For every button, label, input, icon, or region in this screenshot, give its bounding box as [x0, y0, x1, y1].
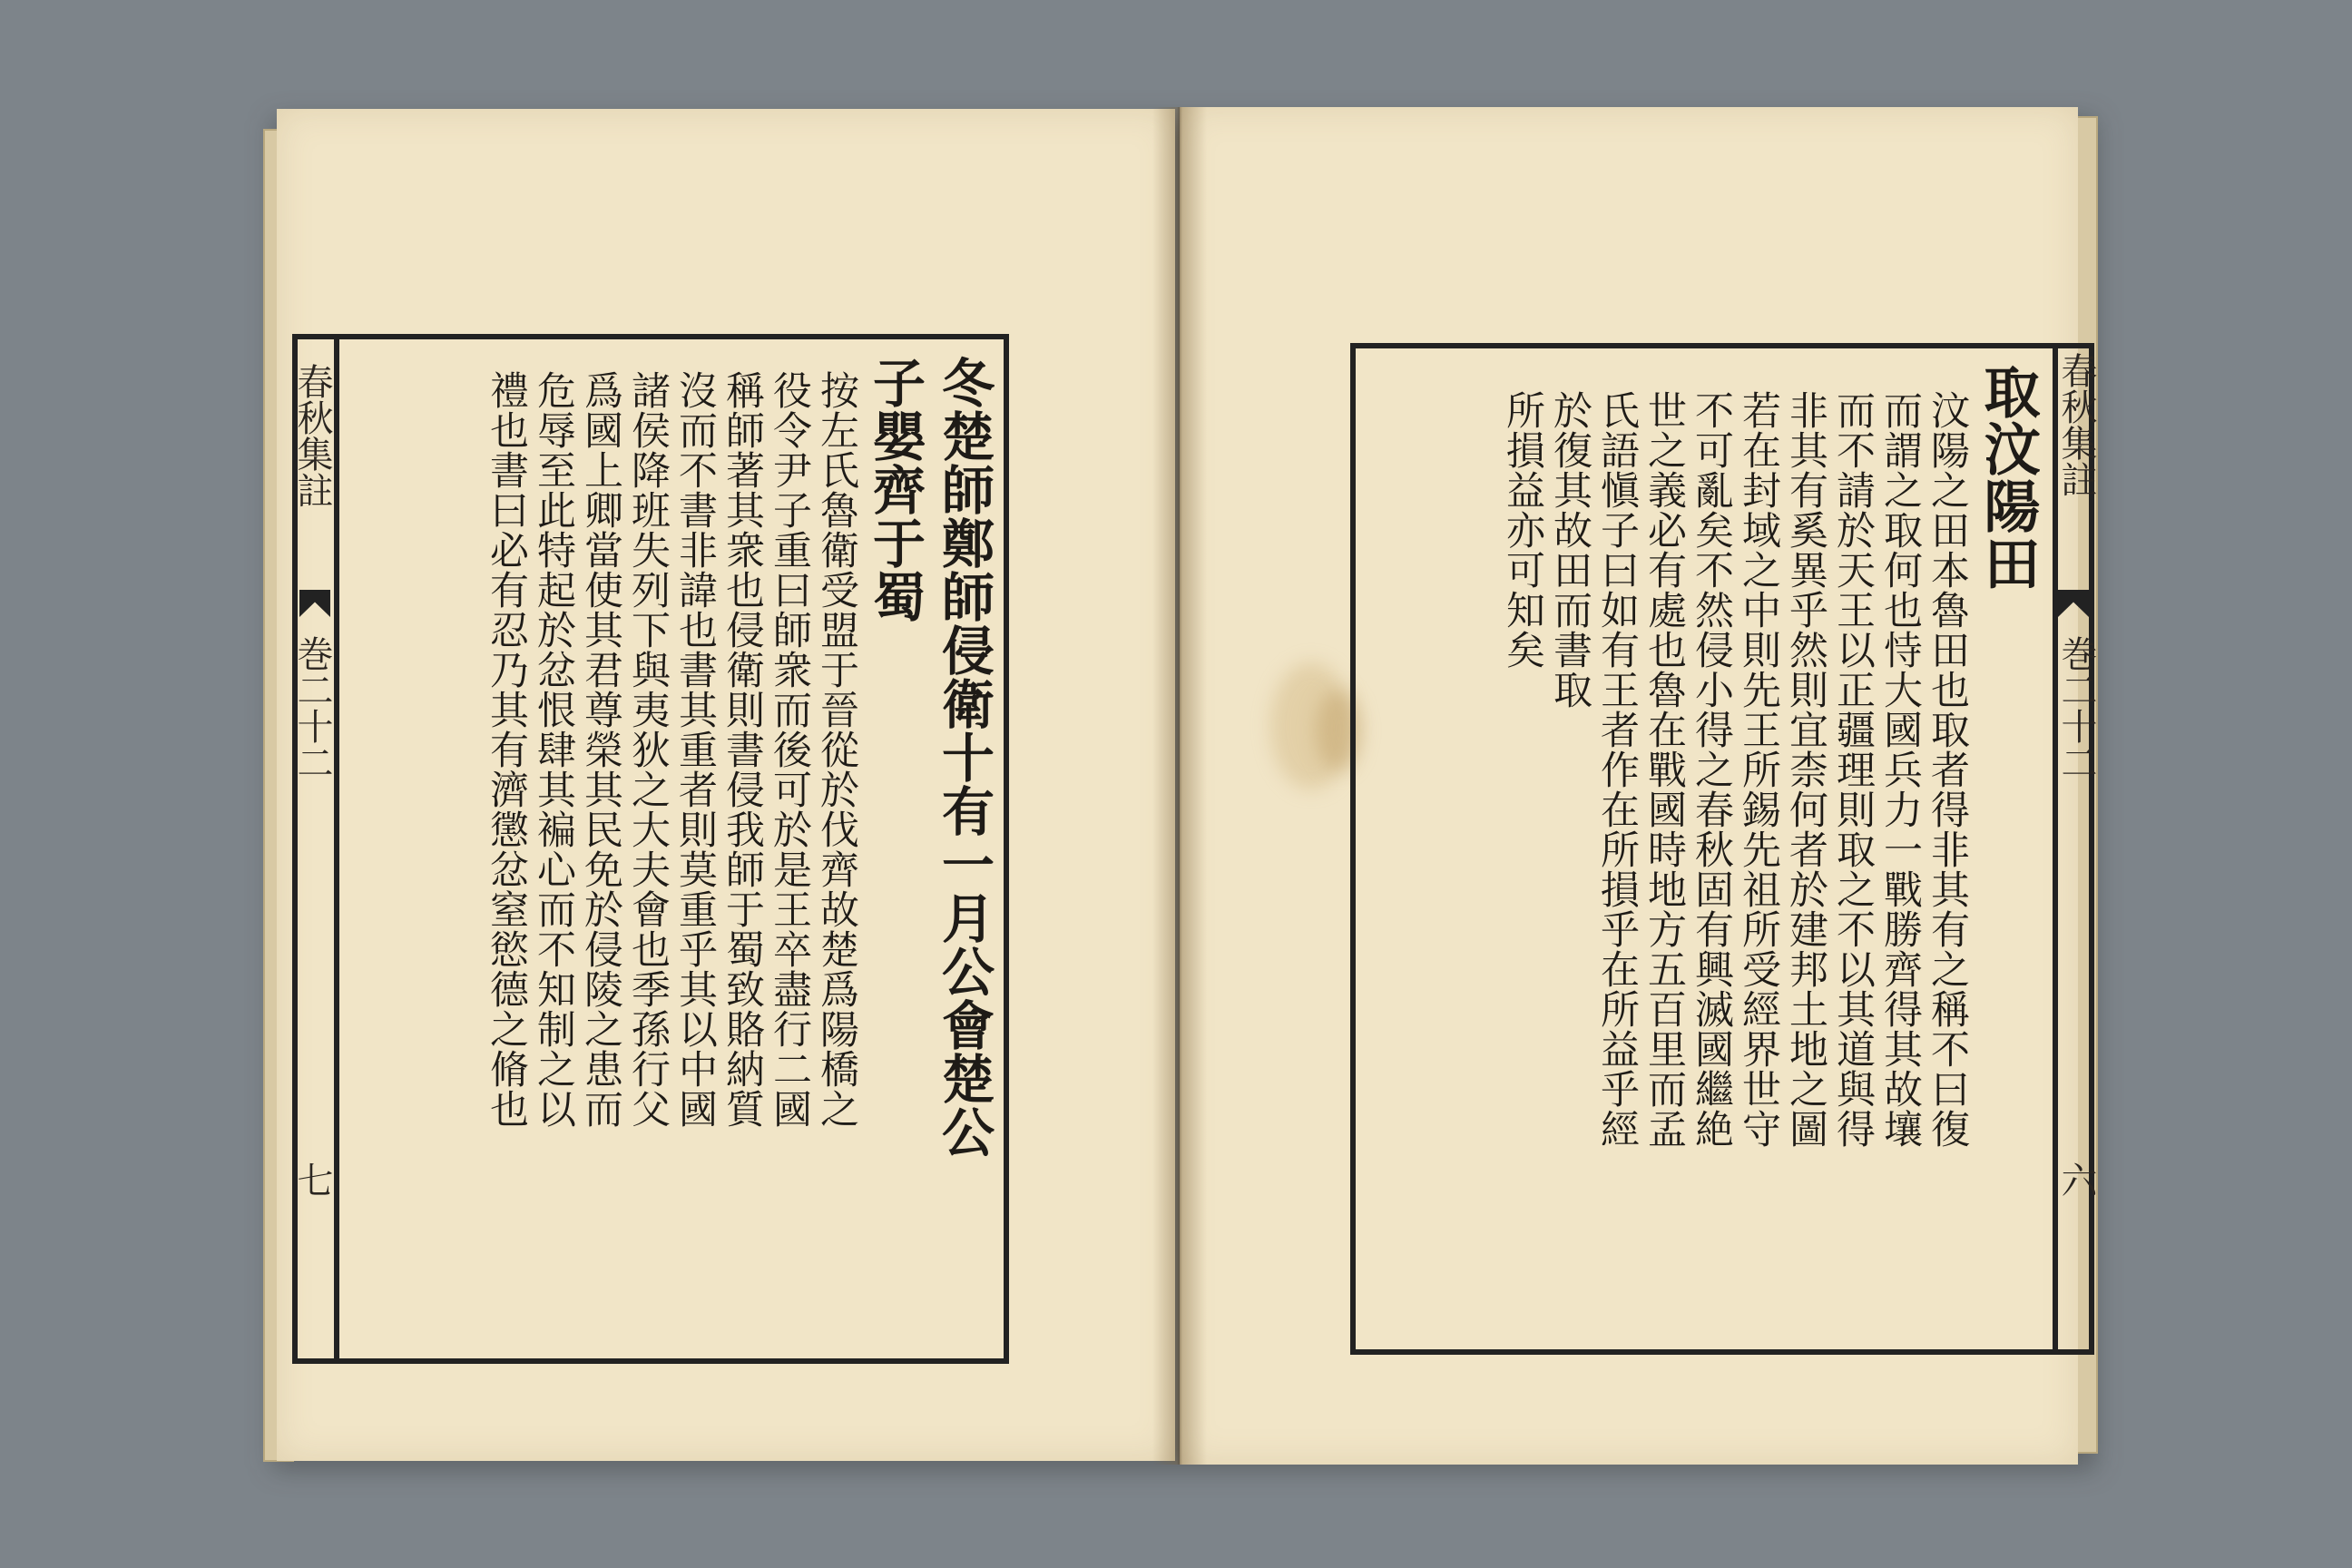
banshin-rule: [334, 334, 339, 1364]
right-col-9: 氏語愼子曰如有王者作在所損乎在所益乎經: [1594, 390, 1640, 1149]
left-col-4: 役令尹子重曰師衆而後可於是王卒盡行二國: [767, 370, 812, 1129]
left-col-1: 冬楚師鄭師侵衛十有一月公會楚公: [933, 356, 995, 1159]
right-col-8: 世之義必有處也魯在戰國時地方五百里而孟: [1642, 390, 1687, 1149]
left-banshin-folio: 七: [291, 1161, 333, 1198]
book-gutter: [1152, 107, 1207, 1465]
right-col-6: 若在封域之中則先王所錫先祖所受經界世守: [1736, 390, 1781, 1149]
right-banshin-title: 春秋集註: [2055, 352, 2097, 497]
right-col-7: 不可亂矣不然侵小得之春秋固有興滅國繼絶: [1689, 390, 1734, 1149]
left-col-3: 按左氏魯衛受盟于晉從於伐齊故楚爲陽橋之: [814, 370, 859, 1129]
right-col-4: 而不請於天王以正疆理則取之不以其道與得: [1830, 390, 1876, 1149]
left-banshin-title: 春秋集註: [291, 363, 333, 508]
right-banshin-volume: 巻二十二: [2055, 635, 2097, 780]
right-col-3: 而謂之取何也恃大國兵力一戰勝齊得其故壤: [1877, 390, 1923, 1149]
left-banshin-volume: 巻二十二: [291, 635, 333, 780]
left-col-10: 禮也書曰必有忍乃其有濟懲忿窒慾德之脩也: [484, 370, 529, 1129]
right-col-1-heading: 取汶陽田: [1975, 363, 2041, 592]
left-col-6: 沒而不書非諱也書其重者則莫重乎其以中國: [672, 370, 718, 1129]
right-col-11: 所損益亦可知矣: [1500, 390, 1545, 670]
right-banshin-folio: 六: [2055, 1161, 2097, 1198]
left-text-columns: [345, 356, 998, 1354]
right-col-5: 非其有奚異乎然則宜柰何者於建邦土地之圖: [1783, 390, 1828, 1149]
left-col-8: 爲國上卿當使其君尊榮其民免於侵陵之患而: [578, 370, 623, 1129]
left-col-5: 稱師著其衆也侵衛則書侵我師于蜀致賂納質: [720, 370, 765, 1129]
left-col-9: 危辱至此特起於忿恨肆其褊心而不知制之以: [531, 370, 576, 1129]
left-col-7: 諸侯降班失列下與夷狄之大夫會也季孫行父: [625, 370, 671, 1129]
right-text-columns: [1361, 363, 2043, 1343]
right-col-10: 於復其故田而書取: [1547, 390, 1592, 710]
left-col-2: 子嬰齊于蜀: [864, 356, 926, 623]
right-col-2: 汶陽之田本魯田也取者得非其有之稱不曰復: [1925, 390, 1970, 1149]
